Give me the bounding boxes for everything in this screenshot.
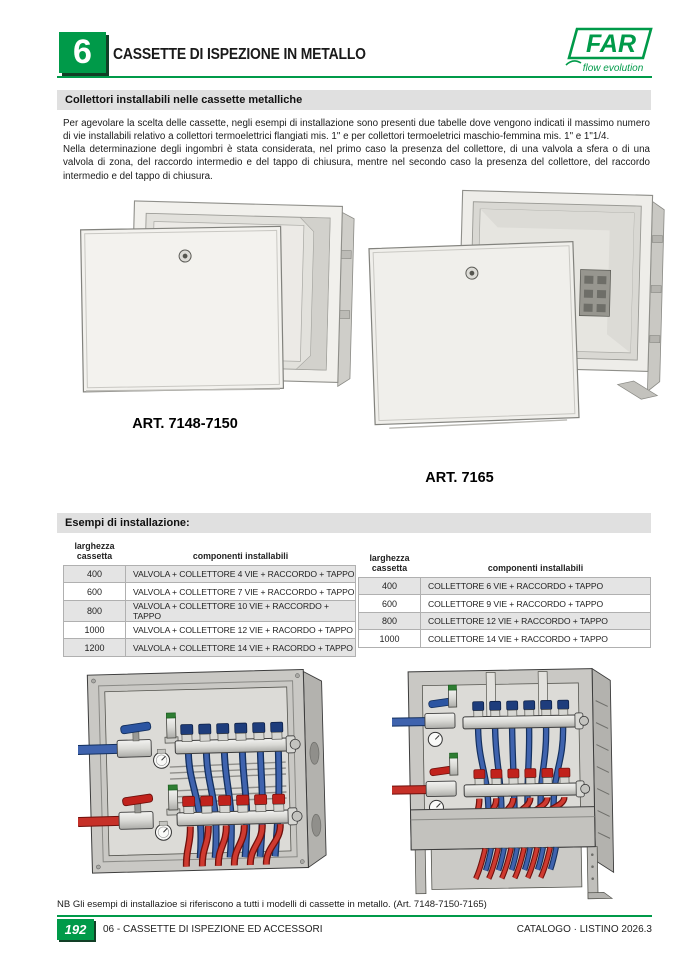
intro-paragraph-1: Per agevolare la scelta delle cassette, negli esempi di installazione sono presenti due tabelle dove vengono indicati il massimo numero di vie installabili relativo a collettori termoelettrici flangiati mis. 1" e per collettori termoeletrici maschio-femmina mis. 1" e 1"1/4. [63, 118, 650, 143]
cell-components: COLLETTORE 12 VIE + RACCORDO + TAPPO [421, 612, 651, 630]
table-row [64, 565, 356, 583]
header-divider [57, 76, 652, 78]
install-table-maschio-femmina [358, 553, 651, 648]
page-title: CASSETTE DI ISPEZIONE IN METALLO [113, 46, 366, 63]
cell-width: 600 [359, 595, 421, 613]
door-panel [81, 226, 284, 391]
cell-width: 800 [64, 600, 126, 621]
lock-icon [179, 250, 191, 262]
section-heading-collettori: Collettori installabili nelle cassette metalliche [57, 90, 651, 110]
install-table-flangiati [63, 541, 356, 657]
pressure-gauge-icon [428, 732, 442, 746]
installation-figure-recessed [78, 660, 343, 897]
cell-width: 1000 [64, 621, 126, 639]
lock-icon [466, 267, 478, 279]
far-logo-text: FAR [586, 30, 636, 58]
footer-section-label: 06 - CASSETTE DI ISPEZIONE ED ACCESSORI [103, 924, 323, 935]
table-row [359, 630, 651, 648]
cell-components: COLLETTORE 14 VIE + RACCORDO + TAPPO [421, 630, 651, 648]
air-vent-icon [450, 753, 458, 775]
far-logo [561, 27, 653, 82]
table-row [64, 600, 356, 621]
table-row [64, 639, 356, 657]
section-heading-esempi: Esempi di installazione: [57, 513, 651, 533]
door-panel [369, 242, 579, 429]
footer-divider [57, 915, 652, 917]
cell-width: 1200 [64, 639, 126, 657]
cell-width: 600 [64, 583, 126, 601]
cell-components: VALVOLA + COLLETTORE 10 VIE + RACCORDO + TAPPO [126, 600, 356, 621]
page-number-badge: 192 [57, 919, 94, 940]
air-vent-icon [448, 685, 456, 707]
cabinet-apron [411, 807, 596, 850]
column-header-larghezza: larghezza cassetta [74, 541, 115, 562]
cell-components: VALVOLA + COLLETTORE 4 VIE + RACCORDO + TAPPO [126, 565, 356, 583]
product-figure-7165 [368, 183, 666, 470]
column-header-componenti: componenti installabili [192, 551, 289, 562]
column-header-componenti: componenti installabili [487, 563, 584, 574]
table-row [359, 577, 651, 595]
logo-swoosh-icon [566, 61, 581, 65]
cell-components: VALVOLA + COLLETTORE 7 VIE + RACCORDO + TAPPO [126, 583, 356, 601]
footer-catalog-label: CATALOGO · LISTINO 2026.3 [516, 924, 652, 935]
chapter-number-badge: 6 [59, 32, 106, 73]
cell-components: COLLETTORE 9 VIE + RACCORDO + TAPPO [421, 595, 651, 613]
cell-width: 1000 [359, 630, 421, 648]
table-row [359, 595, 651, 613]
cell-components: VALVOLA + COLLETTORE 14 VIE + RACORDO + TAPPO [126, 639, 356, 657]
table-row [64, 621, 356, 639]
nb-note: NB Gli esempi di installazioe si riferiscono a tutti i modelli di cassette in metallo. (Art. 7148-7150-7165) [57, 899, 487, 910]
cell-width: 400 [359, 577, 421, 595]
intro-paragraph-2: Nella determinazione degli ingombri è stata considerata, nel primo caso la presenza del collettore, di una valvola a sfera o di una valvola di zona, del raccordo intermedio e del tappo di chiusura, mentre nel secondo caso la presenza del collettore, del raccordo intermedio e del tappo di chiusura. [63, 144, 650, 182]
cell-width: 400 [64, 565, 126, 583]
cell-components: VALVOLA + COLLETTORE 12 VIE + RACORDO + TAPPO [126, 621, 356, 639]
intro-paragraph [63, 117, 650, 183]
cell-components: COLLETTORE 6 VIE + RACCORDO + TAPPO [421, 577, 651, 595]
cell-width: 800 [359, 612, 421, 630]
far-logo-tagline: flow evolution [582, 63, 644, 74]
table-row [64, 583, 356, 601]
product-label-7148-7150: ART. 7148-7150 [132, 416, 238, 432]
table-row [359, 612, 651, 630]
column-header-larghezza: larghezza cassetta [369, 553, 410, 574]
product-figure-7148-7150 [68, 188, 360, 421]
installation-figure-cabinet [392, 658, 642, 910]
mounting-bracket [579, 270, 610, 317]
product-label-7165: ART. 7165 [425, 470, 494, 486]
